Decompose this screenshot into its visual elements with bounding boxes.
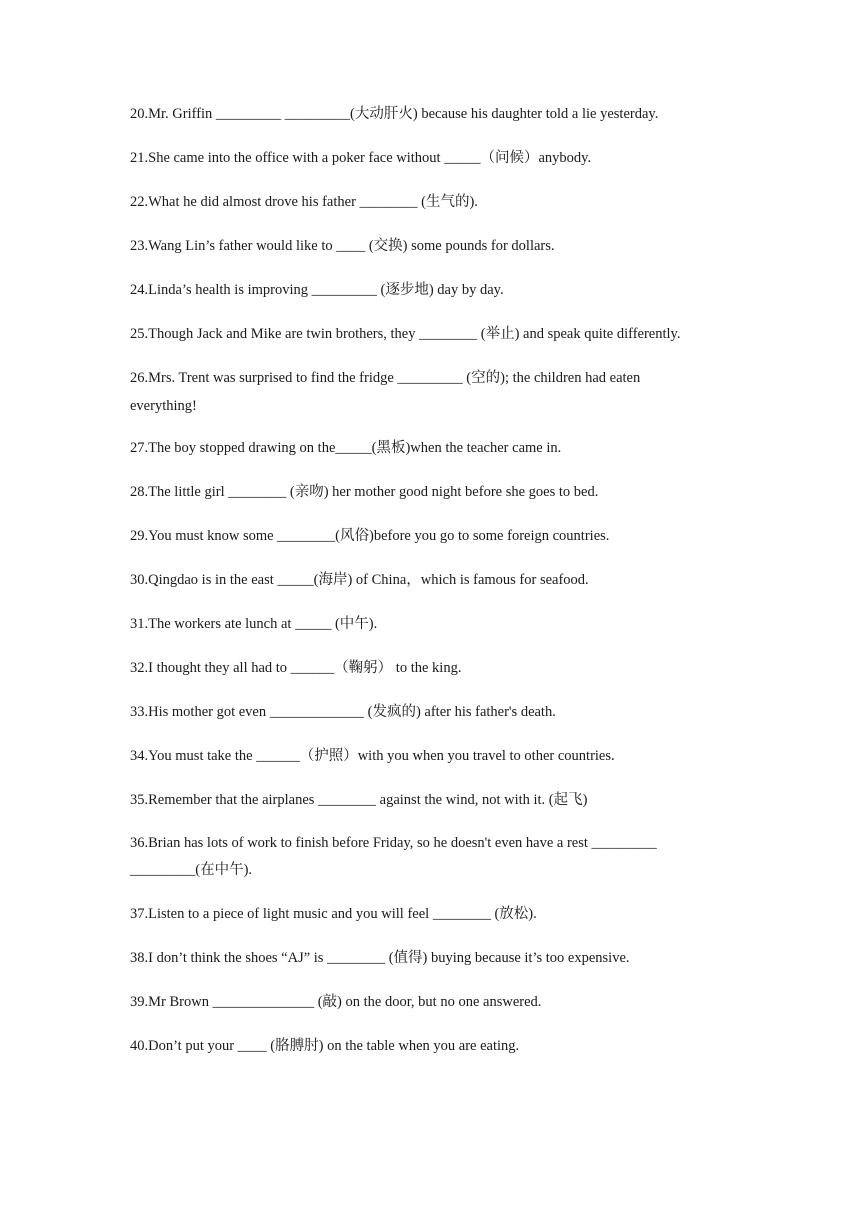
question-36-continued: _________(在中午). <box>130 862 253 878</box>
question-26: 26.Mrs. Trent was surprised to find the fridge _________ (空的); the children had eaten <box>130 370 641 386</box>
question-32: 32.I thought they all had to ______（鞠躬） to the king. <box>130 660 462 676</box>
question-21: 21.She came into the office with a poker face without _____（问候）anybody. <box>130 150 592 166</box>
question-29: 29.You must know some ________(风俗)before you go to some foreign countries. <box>130 528 610 544</box>
question-28: 28.The little girl ________ (亲吻) her mother good night before she goes to bed. <box>130 484 599 500</box>
question-36: 36.Brian has lots of work to finish before Friday, so he doesn't even have a rest _________ <box>130 835 657 851</box>
question-39: 39.Mr Brown ______________ (敲) on the door, but no one answered. <box>130 994 542 1010</box>
question-30: 30.Qingdao is in the east _____(海岸) of China，which is famous for seafood. <box>130 572 589 588</box>
question-37: 37.Listen to a piece of light music and you will feel ________ (放松). <box>130 906 537 922</box>
question-33: 33.His mother got even _____________ (发疯的) after his father's death. <box>130 704 556 720</box>
question-27: 27.The boy stopped drawing on the_____(黑板)when the teacher came in. <box>130 440 562 456</box>
question-34: 34.You must take the ______（护照）with you when you travel to other countries. <box>130 748 615 764</box>
question-26-continued: everything! <box>130 398 197 414</box>
question-23: 23.Wang Lin’s father would like to ____ (交换) some pounds for dollars. <box>130 238 555 254</box>
question-22: 22.What he did almost drove his father ________ (生气的). <box>130 194 478 210</box>
question-20: 20.Mr. Griffin _________ _________(大动肝火) because his daughter told a lie yesterday. <box>130 106 659 122</box>
question-25: 25.Though Jack and Mike are twin brothers, they ________ (举止) and speak quite differently. <box>130 326 681 342</box>
question-31: 31.The workers ate lunch at _____ (中午). <box>130 616 378 632</box>
question-24: 24.Linda’s health is improving _________ (逐步地) day by day. <box>130 282 504 298</box>
question-40: 40.Don’t put your ____ (胳膊肘) on the table when you are eating. <box>130 1038 520 1054</box>
question-38: 38.I don’t think the shoes “AJ” is ________ (值得) buying because it’s too expensive. <box>130 950 630 966</box>
question-35: 35.Remember that the airplanes ________ against the wind, not with it. (起飞) <box>130 792 588 808</box>
